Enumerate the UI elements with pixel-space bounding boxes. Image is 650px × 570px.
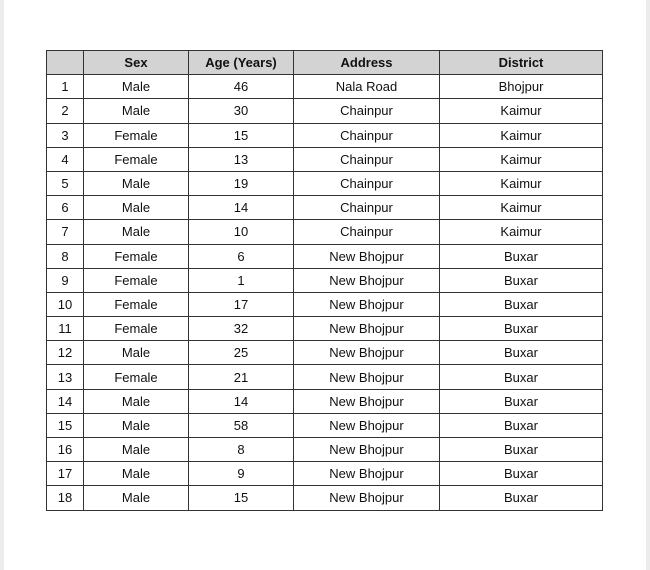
cell-address: New Bhojpur [294,317,440,341]
cell-district: Kaimur [440,123,603,147]
cell-sex: Male [84,389,189,413]
table-row [47,244,603,268]
cell-address: Chainpur [294,196,440,220]
cell-address: New Bhojpur [294,486,440,510]
cell-district: Buxar [440,365,603,389]
table-row [47,147,603,171]
cell-index: 4 [47,147,84,171]
cell-index: 2 [47,99,84,123]
table-row [47,365,603,389]
cell-district: Bhojpur [440,75,603,99]
header-age: Age (Years) [189,51,294,75]
cell-sex: Male [84,171,189,195]
table-row [47,462,603,486]
patient-table [46,50,603,511]
cell-district: Buxar [440,244,603,268]
cell-index: 7 [47,220,84,244]
cell-age: 25 [189,341,294,365]
cell-index: 17 [47,462,84,486]
table-row [47,413,603,437]
cell-age: 14 [189,196,294,220]
cell-address: Chainpur [294,99,440,123]
cell-age: 6 [189,244,294,268]
cell-index: 6 [47,196,84,220]
cell-age: 32 [189,317,294,341]
cell-index: 12 [47,341,84,365]
table-row [47,389,603,413]
cell-index: 18 [47,486,84,510]
cell-address: New Bhojpur [294,244,440,268]
header-address: Address [294,51,440,75]
cell-sex: Female [84,244,189,268]
table-header [47,51,603,75]
cell-district: Kaimur [440,171,603,195]
cell-address: Nala Road [294,75,440,99]
cell-sex: Male [84,99,189,123]
cell-index: 16 [47,438,84,462]
cell-district: Buxar [440,438,603,462]
cell-district: Buxar [440,486,603,510]
cell-index: 14 [47,389,84,413]
cell-district: Buxar [440,462,603,486]
cell-index: 5 [47,171,84,195]
cell-sex: Male [84,462,189,486]
cell-address: New Bhojpur [294,341,440,365]
cell-district: Kaimur [440,99,603,123]
cell-age: 14 [189,389,294,413]
table-row [47,292,603,316]
cell-address: Chainpur [294,171,440,195]
cell-sex: Male [84,486,189,510]
table-row [47,196,603,220]
cell-age: 17 [189,292,294,316]
table-row [47,268,603,292]
cell-age: 15 [189,486,294,510]
header-row [47,51,603,75]
cell-index: 8 [47,244,84,268]
cell-address: New Bhojpur [294,413,440,437]
cell-address: New Bhojpur [294,438,440,462]
cell-district: Buxar [440,292,603,316]
cell-age: 58 [189,413,294,437]
cell-age: 21 [189,365,294,389]
header-district: District [440,51,603,75]
table-row [47,123,603,147]
cell-index: 10 [47,292,84,316]
cell-age: 1 [189,268,294,292]
cell-age: 15 [189,123,294,147]
table-row [47,171,603,195]
cell-sex: Female [84,365,189,389]
cell-district: Kaimur [440,220,603,244]
cell-index: 13 [47,365,84,389]
cell-address: Chainpur [294,123,440,147]
document-page [4,0,646,570]
cell-sex: Female [84,317,189,341]
cell-address: New Bhojpur [294,462,440,486]
cell-district: Buxar [440,268,603,292]
cell-age: 46 [189,75,294,99]
table-body [47,75,603,510]
cell-age: 10 [189,220,294,244]
cell-sex: Male [84,438,189,462]
cell-address: New Bhojpur [294,292,440,316]
cell-district: Kaimur [440,147,603,171]
cell-index: 3 [47,123,84,147]
table-row [47,220,603,244]
cell-district: Buxar [440,341,603,365]
cell-sex: Female [84,147,189,171]
cell-age: 19 [189,171,294,195]
cell-district: Kaimur [440,196,603,220]
table-row [47,317,603,341]
cell-district: Buxar [440,389,603,413]
cell-sex: Male [84,341,189,365]
cell-age: 8 [189,438,294,462]
table-row [47,99,603,123]
cell-sex: Male [84,413,189,437]
cell-sex: Male [84,196,189,220]
cell-age: 9 [189,462,294,486]
cell-sex: Female [84,268,189,292]
cell-address: New Bhojpur [294,268,440,292]
cell-district: Buxar [440,413,603,437]
cell-age: 13 [189,147,294,171]
cell-sex: Female [84,292,189,316]
cell-district: Buxar [440,317,603,341]
table-row [47,75,603,99]
cell-index: 1 [47,75,84,99]
cell-address: New Bhojpur [294,365,440,389]
cell-index: 9 [47,268,84,292]
cell-address: New Bhojpur [294,389,440,413]
cell-address: Chainpur [294,147,440,171]
cell-sex: Male [84,220,189,244]
cell-address: Chainpur [294,220,440,244]
table-row [47,438,603,462]
cell-age: 30 [189,99,294,123]
cell-index: 11 [47,317,84,341]
cell-sex: Male [84,75,189,99]
cell-sex: Female [84,123,189,147]
table-row [47,486,603,510]
cell-index: 15 [47,413,84,437]
table-row [47,341,603,365]
header-index [47,51,84,75]
header-sex: Sex [84,51,189,75]
